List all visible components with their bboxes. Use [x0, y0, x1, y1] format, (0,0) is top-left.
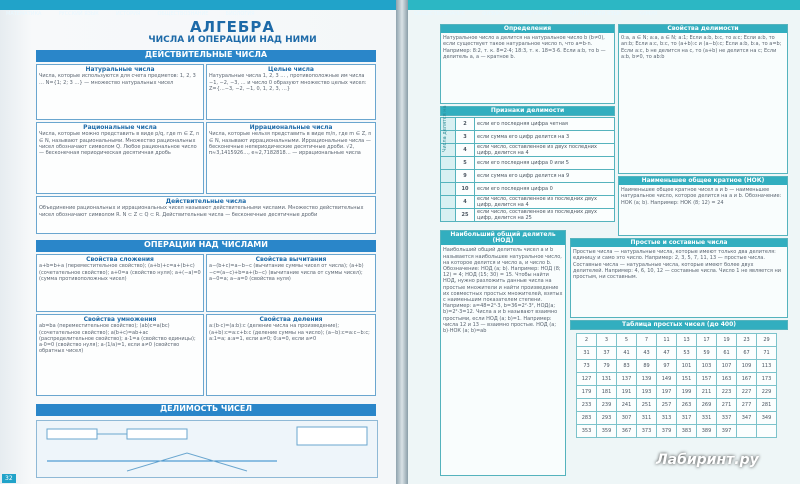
- box-text: Натуральное число a делится на натуральное число b (b≠0), если существует такое натуральное число n, что a=b·n. Например: 8:2, т. к. 8=2·4; 18:3, т. к. 18=3·6. Если a:b, то b — делитель a, a — кратное b.: [443, 35, 606, 60]
- prime-cell: 223: [717, 386, 737, 399]
- prime-table-header: [570, 320, 788, 330]
- box-title: Свойства делимости: [619, 25, 787, 33]
- prime-cell: 283: [577, 412, 597, 425]
- box-text: Натуральные числа 1, 2, 3 … , противоположные им числа −1, −2, −3, … и число 0 образуют множество целых чисел: Z={…−3, −2, −1, 0, 1, 2, 3, …}: [209, 73, 367, 92]
- criteria-divisor: 3: [456, 131, 475, 144]
- prime-cell: 79: [597, 360, 617, 373]
- prime-cell: 7: [637, 334, 657, 347]
- criteria-row: [441, 118, 615, 131]
- topbar-tab: ГЕОГРАФИЯ: [521, 11, 553, 17]
- prime-cell: 167: [737, 373, 757, 386]
- prime-cell: 191: [617, 386, 637, 399]
- criteria-row: [441, 196, 615, 209]
- criteria-divisor: 5: [456, 157, 475, 170]
- criteria-table: [440, 117, 615, 222]
- prime-cell: 61: [717, 347, 737, 360]
- prime-cell: [737, 425, 757, 438]
- definitions-box: [440, 24, 615, 104]
- criteria-side-cell: [441, 209, 456, 222]
- criteria-text: если сумма его цифр делится на 3: [475, 131, 615, 144]
- prime-cell: 11: [657, 334, 677, 347]
- box-text: Объединение рациональных и иррациональных чисел называют действительными числами. Множество действительных чисел обозначают символом R. N ⊂ Z ⊂ Q ⊂ R. Действительные числа — бесконечные десятичные дроби: [39, 205, 364, 218]
- topbar-tab: РУССКИЙ ЯЗЫК: [58, 11, 99, 17]
- prime-cell: 107: [717, 360, 737, 373]
- left-page: [0, 0, 396, 484]
- box-title: Натуральные числа: [85, 66, 155, 73]
- criteria-divisor: 4: [456, 144, 475, 157]
- box-title: Свойства сложения: [86, 256, 154, 263]
- box-text: a−(b+c)=a−b−c (вычитание суммы чисел от числа); (a+b)−c=(a−c)+b=a+(b−c) (вычитание числа от суммы чисел); a−0=a; a−a=0 (свойства нуля): [209, 263, 364, 282]
- prime-row: [577, 373, 777, 386]
- prime-cell: 233: [577, 399, 597, 412]
- prime-cell: 307: [617, 412, 637, 425]
- box-title: Рациональные числа: [83, 124, 157, 131]
- prime-cell: 101: [677, 360, 697, 373]
- prime-cell: 181: [597, 386, 617, 399]
- divisibility-diagram: [36, 420, 378, 478]
- prime-cell: 5: [617, 334, 637, 347]
- left-topbar: [0, 0, 396, 17]
- box-title: Целые числа: [268, 66, 314, 73]
- box-title: Свойства вычитания: [255, 256, 327, 263]
- prime-cell: 281: [757, 399, 777, 412]
- box-text: ab=ba (переместительное свойство); (ab)c=a(bc) (сочетательное свойство); a(b+c)=ab+ac (распределительное свойство); a·1=a (свойство единицы); a·0=0 (свойство нуля); a·(1/a)=1, если a≠0 (свойство обратных чисел): [39, 323, 196, 355]
- prime-cell: 277: [737, 399, 757, 412]
- prime-cell: 2: [577, 334, 597, 347]
- criteria-side-cell: [441, 196, 456, 209]
- prime-cell: 379: [657, 425, 677, 438]
- prime-cell: 127: [577, 373, 597, 386]
- prime-cell: 19: [717, 334, 737, 347]
- prime-cell: 293: [597, 412, 617, 425]
- criteria-divisor: 25: [456, 209, 475, 222]
- prime-cell: 163: [717, 373, 737, 386]
- prime-table: [576, 333, 777, 438]
- prime-row: [577, 412, 777, 425]
- prime-cell: 109: [737, 360, 757, 373]
- prime-cell: 157: [697, 373, 717, 386]
- right-topbar: [408, 0, 800, 17]
- page-title: АЛГЕБРА: [190, 18, 275, 36]
- prime-cell: 139: [637, 373, 657, 386]
- prime-cell: 67: [737, 347, 757, 360]
- prime-cell: 331: [697, 412, 717, 425]
- integer-numbers-box: [206, 64, 376, 120]
- box-title: Определения: [441, 25, 614, 33]
- prime-cell: 173: [757, 373, 777, 386]
- box-title: Простые и составные числа: [571, 239, 787, 247]
- rational-numbers-box: [36, 122, 204, 194]
- prime-cell: 13: [677, 334, 697, 347]
- natural-numbers-box: [36, 64, 204, 120]
- prime-cell: 131: [597, 373, 617, 386]
- box-text: Наибольший общий делитель чисел a и b называется наибольшее натуральное число, на которое делится и число a, и число b. Обозначение: НОД (a; b). Например: НОД (8; 12) = 4; НОД (15; 30) = 15. Чтобы найти НОД, нужно разложить данные числа на простые множители и найти произведение их совместных простых множителей, взятых с наименьшим показателем степени. Например: a=48=2⁴·3, b=36=2²·3², НОД(a; b)=2²·3=12. Числа a и b называют взаимно простыми, если НОД (a; b)=1. Например: числа 12 и 13 — взаимно простые. НОД (a; b)·НОК (a; b)=ab: [443, 247, 563, 335]
- page-subtitle: ЧИСЛА И ОПЕРАЦИИ НАД НИМИ: [148, 35, 317, 45]
- prime-cell: 241: [617, 399, 637, 412]
- criteria-text: если число, составленное из последних двух цифр, делится на 4: [475, 196, 615, 209]
- diagram-arc: [127, 453, 247, 471]
- box-text: a+b=b+a (переместительное свойство); (a+b)+c=a+(b+c) (сочетательное свойство); a+0=a (свойство нуля); a+(−a)=0 (сумма противоположных чисел): [39, 263, 201, 282]
- topbar-tab: ОБЩЕСТВОЗНАНИЕ: [157, 11, 209, 17]
- prime-cell: 257: [657, 399, 677, 412]
- topbar-tab: АНГЛИЙСКИЙ ЯЗЫК: [569, 11, 622, 17]
- lcm-box: [618, 176, 788, 236]
- prime-cell: 113: [757, 360, 777, 373]
- prime-cell: 211: [697, 386, 717, 399]
- division-box: [206, 314, 376, 396]
- diagram-node: [127, 429, 187, 439]
- prime-cell: 179: [577, 386, 597, 399]
- prime-cell: 271: [717, 399, 737, 412]
- band-divisibility: ДЕЛИМОСТЬ ЧИСЕЛ: [36, 404, 376, 416]
- band-operations: ОПЕРАЦИИ НАД ЧИСЛАМИ: [36, 240, 376, 252]
- prime-cell: 269: [697, 399, 717, 412]
- multiplication-box: [36, 314, 204, 396]
- criteria-header: [440, 106, 615, 116]
- divisibility-properties-box: [618, 24, 788, 174]
- prime-cell: 367: [617, 425, 637, 438]
- prime-row: [577, 425, 777, 438]
- gcd-box: [440, 230, 566, 476]
- prime-cell: [757, 425, 777, 438]
- prime-cell: 31: [577, 347, 597, 360]
- prime-cell: 53: [677, 347, 697, 360]
- box-title: Признаки делимости: [441, 107, 614, 115]
- criteria-text: если его последняя цифра четная: [475, 118, 615, 131]
- prime-cell: 73: [577, 360, 597, 373]
- box-title: Таблица простых чисел (до 400): [571, 321, 787, 329]
- prime-cell: 41: [617, 347, 637, 360]
- prime-row: [577, 334, 777, 347]
- page-number: 32: [2, 474, 16, 483]
- box-text: 0:a, a ∈ N; a:a, a ∈ N; a:1; Если a:b, b:c, то a:c; Если a:b, то an:b; Если a:c, b:c, то (a+b):c и (a−b):c; Если a:b, b:a, то a=b; Если a:c, b не делится на c, то (a+b) не делится на c; Если a:b, b≠0, то ab:b: [621, 35, 782, 60]
- prime-cell: 17: [697, 334, 717, 347]
- criteria-text: если его последняя цифра 0: [475, 183, 615, 196]
- box-title: Иррациональные числа: [249, 124, 333, 131]
- prime-row: [577, 399, 777, 412]
- prime-cell: 373: [637, 425, 657, 438]
- prime-cell: 103: [697, 360, 717, 373]
- prime-cell: 239: [597, 399, 617, 412]
- right-page: [408, 0, 800, 484]
- box-text: Простые числа — натуральные числа, которые имеют только два делителя: единицу и само это число. Например: 2, 3, 5, 7, 11, 13 — простые числа. Составные числа — натуральные числа, которые имеют более двух делителей. Например: 4, 6, 10, 12 — составные числа. Число 1 не является ни простым, ни составным.: [573, 249, 782, 281]
- criteria-text: если число, составленное из двух последних цифр, делится на 4: [475, 144, 615, 157]
- topbar-tab: БИОЛОГИЯ: [225, 11, 255, 17]
- prime-cell: 311: [637, 412, 657, 425]
- prime-cell: 71: [757, 347, 777, 360]
- prime-cell: 47: [657, 347, 677, 360]
- prime-cell: 59: [697, 347, 717, 360]
- band-real-numbers: ДЕЙСТВИТЕЛЬНЫЕ ЧИСЛА: [36, 50, 376, 62]
- prime-cell: 137: [617, 373, 637, 386]
- prime-cell: 263: [677, 399, 697, 412]
- watermark-logo: Лабиринт.ру: [656, 452, 759, 468]
- prime-cell: 193: [637, 386, 657, 399]
- prime-cell: 89: [637, 360, 657, 373]
- topbar-tab: ОБЩЕСТВОЗНАНИЕ: [414, 11, 465, 17]
- prime-composite-box: [570, 238, 788, 318]
- prime-cell: 349: [757, 412, 777, 425]
- box-title: Действительные числа: [165, 198, 247, 205]
- criteria-side-cell: [441, 183, 456, 196]
- prime-cell: 37: [597, 347, 617, 360]
- addition-box: [36, 254, 204, 312]
- box-text: Числа, которые можно представить в виде p/q, где m ∈ Z, n ∈ N, называют рациональными. Множество рациональных чисел обозначают символом Q. Любое рациональное число — бесконечная периодическая десятичная дробь: [39, 131, 200, 157]
- criteria-text: если сумма его цифр делится на 9: [475, 170, 615, 183]
- prime-cell: 43: [637, 347, 657, 360]
- prime-cell: 347: [737, 412, 757, 425]
- box-text: Числа, которые нельзя представить в виде m/n, где m ∈ Z, n ∈ N, называют иррациональными. Иррациональные числа — бесконечные непериодические десятичные дроби. √2, π≈3,1415926…, e≈2,7182818… — иррациональные числа: [209, 131, 372, 157]
- criteria-row: [441, 144, 615, 157]
- prime-cell: 97: [657, 360, 677, 373]
- box-title: Наименьшее общее кратное (НОК): [619, 177, 787, 185]
- irrational-numbers-box: [206, 122, 376, 194]
- prime-row: [577, 347, 777, 360]
- prime-cell: 197: [657, 386, 677, 399]
- book-spine: [396, 0, 408, 484]
- criteria-divisor: 9: [456, 170, 475, 183]
- real-numbers-box: [36, 196, 376, 234]
- box-text: Числа, которые используются для счета предметов: 1, 2, 3 … N={1; 2; 3 …} — множество натуральных чисел: [39, 73, 196, 86]
- prime-cell: 313: [657, 412, 677, 425]
- box-text: a:(b·c)=(a:b):c (деление числа на произведение); (a+b):c=a:c+b:c (деление суммы на число); (a−b):c=a:c−b:c; a:1=a; a:a=1, если a≠0; 0:a=0, если a≠0: [209, 323, 370, 342]
- criteria-row: [441, 209, 615, 222]
- prime-cell: 23: [737, 334, 757, 347]
- topbar-tab: МАТЕМАТИКА: [6, 11, 42, 17]
- criteria-divisor: 10: [456, 183, 475, 196]
- prime-cell: 317: [677, 412, 697, 425]
- box-title: Свойства деления: [259, 316, 323, 323]
- prime-cell: 227: [737, 386, 757, 399]
- diagram-node: [47, 429, 97, 439]
- prime-cell: 29: [757, 334, 777, 347]
- prime-cell: 3: [597, 334, 617, 347]
- criteria-side-cell: [441, 157, 456, 170]
- box-text: Наименьшее общее кратное чисел a и b — наименьшее натуральное число, которое делится на a и b. Обозначение: НОК (a; b). Например: НОК (8; 12) = 24: [621, 187, 782, 206]
- topbar-tab: ФИЗИКА: [482, 11, 505, 17]
- prime-row: [577, 360, 777, 373]
- criteria-row: [441, 170, 615, 183]
- diagram-node: [297, 427, 367, 445]
- prime-cell: 389: [697, 425, 717, 438]
- criteria-divisor: 4: [456, 196, 475, 209]
- prime-cell: 337: [717, 412, 737, 425]
- subtraction-box: [206, 254, 376, 312]
- topbar-tab: ИСТОРИЯ: [115, 11, 141, 17]
- criteria-side-label: Числа делятся на: [442, 105, 448, 152]
- prime-cell: 229: [757, 386, 777, 399]
- prime-cell: 353: [577, 425, 597, 438]
- criteria-row: [441, 183, 615, 196]
- criteria-row: [441, 131, 615, 144]
- prime-cell: 83: [617, 360, 637, 373]
- prime-cell: 149: [657, 373, 677, 386]
- criteria-row: [441, 157, 615, 170]
- prime-cell: 151: [677, 373, 697, 386]
- prime-row: [577, 386, 777, 399]
- criteria-text: если число, составленное из последних двух цифр, делится на 25: [475, 209, 615, 222]
- box-title: Наибольший общий делитель (НОД): [441, 231, 565, 245]
- prime-cell: 383: [677, 425, 697, 438]
- prime-cell: 397: [717, 425, 737, 438]
- criteria-side-cell: [441, 170, 456, 183]
- prime-cell: 251: [637, 399, 657, 412]
- topbar-tab: ХИМИЯ: [638, 11, 658, 17]
- prime-cell: 199: [677, 386, 697, 399]
- criteria-divisor: 2: [456, 118, 475, 131]
- prime-cell: 359: [597, 425, 617, 438]
- divisibility-diagram-svg: [37, 421, 377, 477]
- criteria-text: если его последняя цифра 0 или 5: [475, 157, 615, 170]
- box-title: Свойства умножения: [83, 316, 157, 323]
